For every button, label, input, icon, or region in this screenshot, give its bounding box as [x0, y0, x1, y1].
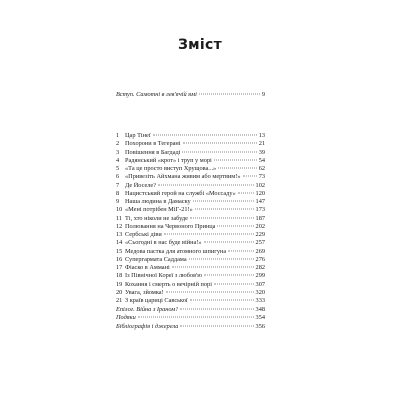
toc-entry-page: 276	[255, 255, 265, 263]
dot-leader	[190, 217, 254, 218]
toc-entry	[116, 289, 265, 297]
toc-entry-label: Нацистський герой на службі «Моссаду»	[125, 189, 236, 197]
toc-entry-page: 202	[255, 222, 265, 230]
toc-entry-label: Супергармата Саддама	[125, 255, 187, 263]
toc-entry	[116, 256, 265, 264]
toc-entry-label: Медова пастка для атомного шпигуна	[125, 247, 227, 255]
toc-entry-label: Радянський «крот» і труп у морі	[125, 156, 212, 164]
toc-entry-page: 173	[255, 206, 265, 214]
toc-entry-page: 299	[255, 272, 265, 280]
chapter-number: 16	[116, 255, 123, 263]
chapter-number: 2	[116, 140, 120, 148]
dot-leader	[183, 143, 257, 144]
toc-entry-label: Цар Тінеї	[125, 132, 151, 139]
toc-entry-label: Похорони в Тегерані	[125, 140, 181, 148]
toc-entry-page: 147	[255, 198, 265, 205]
toc-entry-page: 120	[255, 189, 265, 197]
toc-entry-page: 102	[255, 181, 265, 189]
toc-entry-label: Де Йоселе?	[125, 181, 156, 189]
toc-entry-label: Повішення в Багдаді	[125, 148, 181, 156]
dot-leader	[153, 135, 257, 136]
toc-entry	[116, 182, 265, 190]
chapter-number: 1	[116, 132, 120, 139]
toc-entry	[116, 190, 265, 198]
toc-intro-section	[116, 91, 265, 99]
toc-entry-page: 354	[255, 314, 265, 322]
toc-entry	[116, 281, 265, 289]
toc-backmatter-section	[116, 306, 265, 331]
dot-leader	[204, 242, 254, 243]
chapter-number: 5	[116, 165, 120, 172]
chapter-number: 7	[116, 181, 120, 189]
dot-leader	[228, 250, 253, 251]
toc-entry	[116, 323, 265, 331]
toc-entry-label: Полювання на Червоного Принца	[125, 222, 216, 230]
chapter-number: 18	[116, 272, 123, 280]
toc-entry-page: 73	[258, 173, 265, 181]
chapter-number: 3	[116, 148, 120, 156]
toc-entry-label: Бібліографія і джерела	[116, 322, 179, 330]
toc-entry-page: 187	[255, 214, 265, 222]
toc-chapters-section	[116, 132, 265, 305]
toc-entry	[116, 248, 265, 256]
toc-entry-page: 269	[255, 247, 265, 255]
toc-entry	[116, 157, 265, 165]
toc-entry-label: «Та це просто виступ Хрущова...»	[125, 165, 217, 172]
chapter-number: 10	[116, 206, 123, 214]
toc-entry-label: Кохання і смерть о вечірній порі	[125, 280, 212, 288]
page-title: Зміст	[177, 37, 223, 53]
chapter-number: 14	[116, 239, 123, 247]
chapter-number: 9	[116, 198, 120, 205]
chapter-number: 12	[116, 222, 123, 230]
toc-entry	[116, 314, 265, 322]
toc-entry-label: Ті, хто ніколи не забуде	[125, 214, 188, 222]
toc-entry-page: 257	[255, 239, 265, 247]
chapter-number: 4	[116, 156, 120, 164]
toc-entry-page: 54	[258, 156, 265, 164]
toc-entry	[116, 165, 265, 173]
dot-leader	[193, 201, 254, 202]
toc-entry-label: Наша людина в Дамаску	[125, 198, 191, 205]
toc-entry-page: 282	[255, 264, 265, 271]
chapter-number: 21	[116, 297, 123, 304]
dot-leader	[138, 317, 254, 318]
dot-leader	[195, 209, 254, 210]
dot-leader	[214, 283, 254, 284]
toc-entry-label: Епілог. Війна з Іраном?	[116, 306, 179, 313]
toc-entry-label: Вступ. Самотні в лев'ячій ямі	[116, 91, 197, 98]
toc-entry-page: 9	[261, 91, 265, 98]
toc-entry	[116, 206, 265, 214]
toc-entry-label: Фіаско в Аммані	[125, 264, 170, 271]
chapter-number: 15	[116, 247, 123, 255]
toc-entry	[116, 91, 265, 99]
chapter-number: 20	[116, 288, 123, 296]
toc-entry-page: 39	[258, 148, 265, 156]
toc-entry-label: «Привезіть Айхмана живим або мертвим!»	[125, 173, 241, 181]
toc-entry-page: 62	[258, 165, 265, 172]
dot-leader	[166, 291, 254, 292]
dot-leader	[204, 275, 254, 276]
dot-leader	[180, 309, 253, 310]
toc-entry	[116, 198, 265, 206]
chapter-number: 6	[116, 173, 120, 181]
chapter-number: 8	[116, 189, 120, 197]
toc-entry-label: Із Північної Кореї з любов'ю	[125, 272, 202, 280]
toc-entry-page: 348	[255, 306, 265, 313]
chapter-number: 17	[116, 264, 123, 271]
toc-entry-page: 21	[258, 140, 265, 148]
dot-leader	[172, 267, 254, 268]
dot-leader	[158, 184, 254, 185]
toc-entry-page: 356	[255, 322, 265, 330]
toc-entry	[116, 140, 265, 148]
toc-entry-label: Подяки	[116, 314, 136, 322]
toc-entry	[116, 239, 265, 247]
chapter-number: 19	[116, 280, 123, 288]
toc-entry	[116, 173, 265, 181]
dot-leader	[243, 176, 257, 177]
toc-entry	[116, 264, 265, 272]
toc-entry-label: «Мені потрібен МіГ-21!»	[125, 206, 193, 214]
dot-leader	[199, 94, 260, 95]
toc-entry	[116, 231, 265, 239]
dot-leader	[238, 192, 254, 193]
dot-leader	[214, 159, 257, 160]
dot-leader	[164, 234, 254, 235]
toc-entry	[116, 215, 265, 223]
dot-leader	[217, 225, 253, 226]
dot-leader	[218, 168, 257, 169]
dot-leader	[180, 325, 253, 326]
toc-entry-label: Сербські діви	[125, 231, 162, 238]
toc-entry-label: Увага, зйомка!	[125, 288, 164, 296]
dot-leader	[189, 258, 254, 259]
toc-entry-page: 13	[258, 132, 265, 139]
toc-entry	[116, 306, 265, 314]
toc-entry-page: 307	[255, 280, 265, 288]
toc-entry	[116, 297, 265, 305]
toc-entry	[116, 132, 265, 140]
dot-leader	[182, 151, 256, 152]
toc-entry-page: 229	[255, 231, 265, 238]
toc-entry-label: «Сьогодні в нас буде війна!»	[125, 239, 202, 247]
toc-entry-label: З країв цариці Савської	[125, 297, 188, 304]
chapter-number: 11	[116, 214, 123, 222]
toc-entry	[116, 272, 265, 280]
toc-entry-page: 320	[255, 288, 265, 296]
dot-leader	[190, 300, 254, 301]
chapter-number: 13	[116, 231, 123, 238]
toc-entry-page: 333	[255, 297, 265, 304]
toc-entry	[116, 223, 265, 231]
toc-entry	[116, 149, 265, 157]
